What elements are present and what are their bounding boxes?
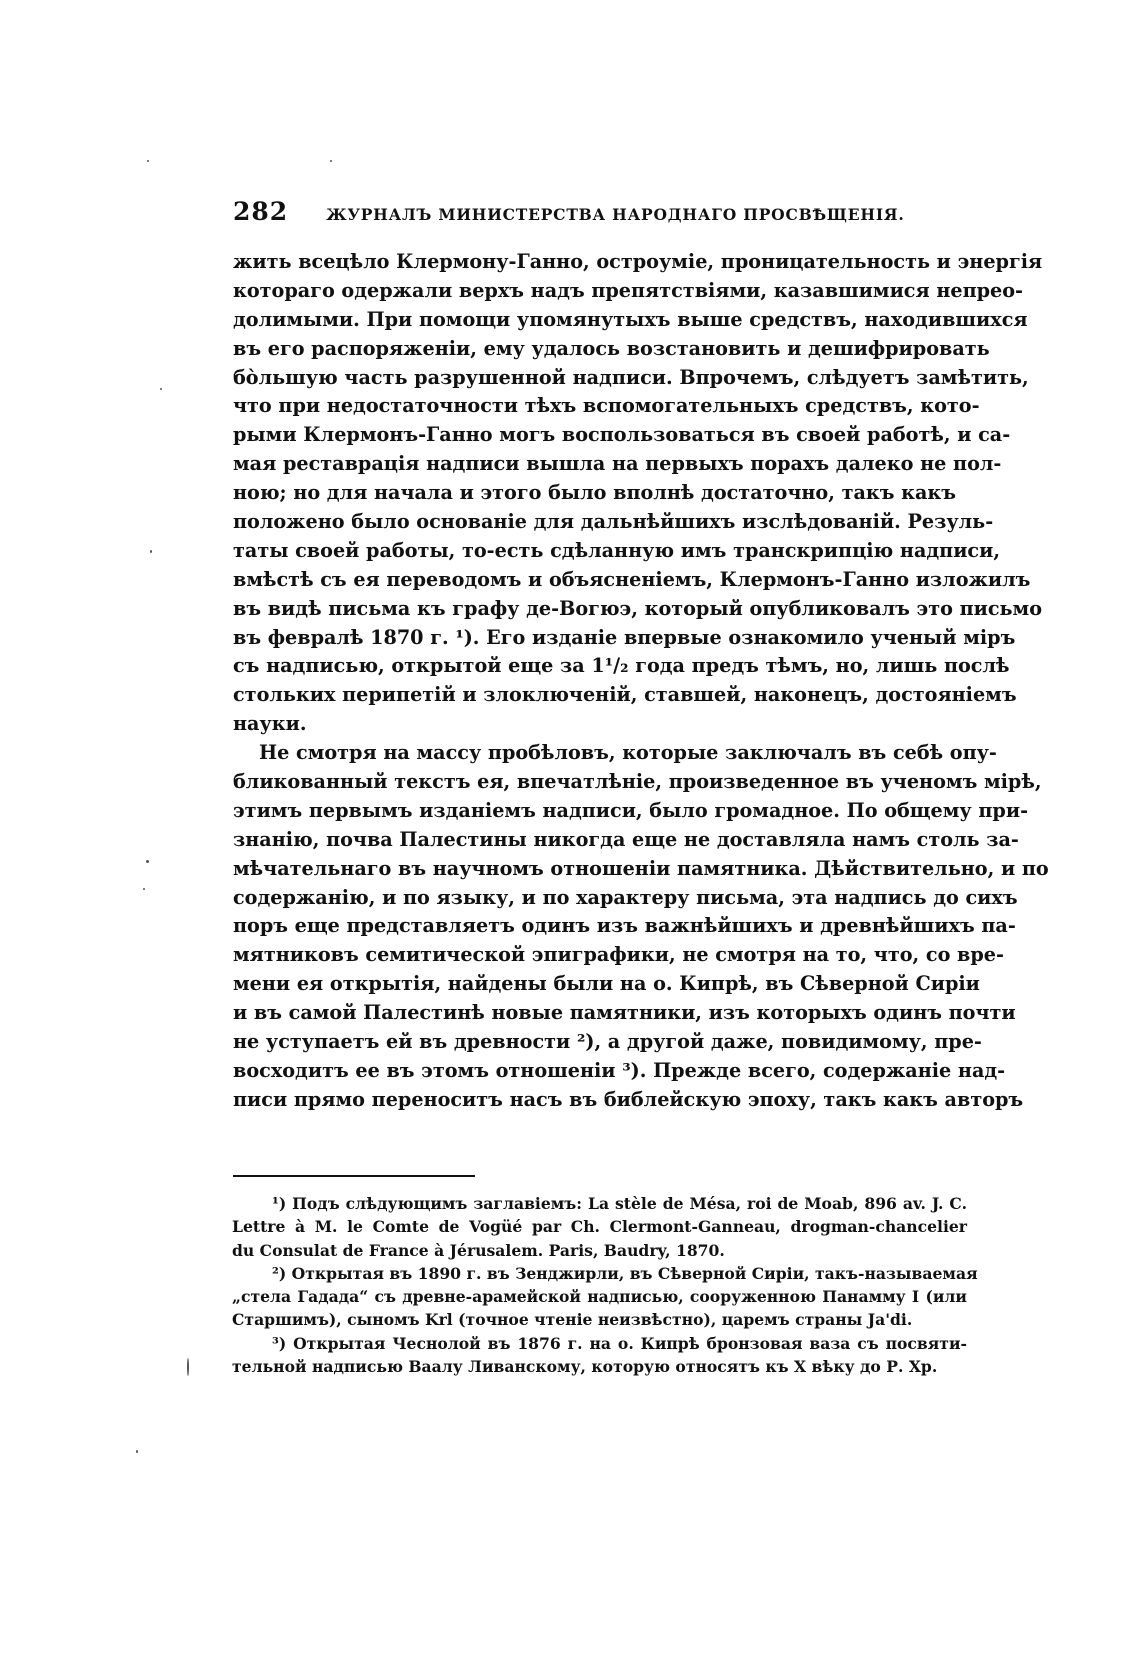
scan-speck	[150, 550, 152, 553]
text-line: вмѣстѣ съ ея переводомъ и объясненіемъ, Клермонъ-Ганно изложилъ	[233, 567, 1031, 591]
footnote-line: ³) Открытая Чеснолой въ 1876 г. на о. Кипрѣ бронзовая ваза съ посвяти-	[272, 1333, 967, 1353]
footnote-line: Lettre à M. le Comte de Vogüé par Ch. Clermont-Ganneau, drogman-chancelier	[232, 1217, 967, 1237]
footnote-line: ¹) Подъ слѣдующимъ заглавіемъ: La stèle de Mésa, roi de Moab, 896 av. J. C.	[272, 1194, 967, 1213]
text-line: не уступаетъ ей въ древности ²), а другой даже, повидимому, пре-	[233, 1030, 982, 1054]
text-line: бликованный текстъ ея, впечатлѣніе, произведенное въ ученомъ мірѣ,	[233, 770, 1042, 794]
running-head	[233, 197, 905, 226]
text-line: съ надписью, открытой еще за 1¹/₂ года предъ тѣмъ, но, лишь послѣ	[233, 654, 1010, 678]
text-line: мятниковъ семитической эпиграфики, не смотря на то, что, со вре-	[233, 943, 1004, 967]
scan-speck	[143, 888, 145, 890]
scan-speck	[136, 1450, 138, 1453]
text-line: и въ самой Палестинѣ новые памятники, изъ которыхъ одинъ почти	[233, 1001, 1016, 1025]
text-line: рыми Клермонъ-Ганно могъ воспользоваться въ своей работѣ, и са-	[233, 423, 1011, 447]
footnote-line: „стела Гадада“ съ древне-арамейской надписью, сооруженною Панамму I (или	[232, 1287, 967, 1307]
text-line: поръ еще представляетъ одинъ изъ важнѣйшихъ и древнѣйшихъ па-	[233, 914, 1016, 938]
text-line: восходитъ ее въ этомъ отношеніи ³). Прежде всего, содержаніе над-	[233, 1058, 1006, 1082]
footnote-rule	[233, 1175, 475, 1177]
text-line: мая реставрація надписи вышла на первыхъ порахъ далеко не пол-	[233, 452, 1002, 476]
scan-speck	[160, 388, 162, 390]
text-line: въ февралѣ 1870 г. ¹). Его изданіе впервые ознакомило ученый міръ	[233, 625, 1016, 649]
text-line: знанію, почва Палестины никогда еще не доставляла намъ столь за-	[233, 827, 1019, 851]
footnote-line: тельной надписью Ваалу Ливанскому, которую относятъ къ X вѣку до Р. Хр.	[232, 1357, 938, 1377]
text-line: долимыми. При помощи упомянутыхъ выше средствъ, находившихся	[233, 307, 1028, 331]
text-line: писи прямо переноситъ насъ въ библейскую эпоху, такъ какъ авторъ	[233, 1087, 1024, 1111]
text-line: ною; но для начала и этого было вполнѣ достаточно, такъ какъ	[233, 481, 957, 505]
text-line: мени ея открытія, найдены были на о. Кипрѣ, въ Сѣверной Сиріи	[233, 972, 980, 996]
scan-speck	[187, 1358, 189, 1376]
journal-title: ЖУРНАЛЪ МИНИСТЕРСТВА НАРОДНАГО ПРОСВѢЩЕНІЯ.	[326, 205, 905, 224]
footnote-line: du Consulat de France à Jérusalem. Paris, Baudry, 1870.	[232, 1240, 725, 1260]
text-line: въ видѣ письма къ графу де-Вогюэ, который опубликовалъ это письмо	[233, 596, 1043, 620]
footnote-line: ²) Открытая въ 1890 г. въ Зенджирли, въ Сѣверной Сиріи, такъ-называемая	[272, 1263, 978, 1283]
text-line: жить всецѣло Клермону-Ганно, остроумiе, проницательность и энергія	[233, 250, 1043, 273]
text-line: таты своей работы, то-есть сдѣланную имъ транскрипцію надписи,	[233, 538, 1001, 562]
scan-speck	[330, 160, 332, 162]
footnotes	[232, 1192, 978, 1378]
body-text	[233, 248, 1049, 1115]
text-line: содержанію, и по языку, и по характеру письма, эта надпись до сихъ	[233, 885, 1018, 909]
text-line: бо̀льшую часть разрушенной надписи. Впрочемъ, слѣдуетъ замѣтить,	[233, 365, 1029, 389]
text-line: мѣчательнаго въ научномъ отношеніи памятника. Дѣйствительно, и по	[233, 856, 1049, 880]
text-line: науки.	[233, 712, 307, 736]
text-line: котораго одержали верхъ надъ препятствіями, казавшимися непрео-	[233, 278, 1024, 302]
page-number: 282	[233, 197, 289, 226]
text-line: положено было основаніе для дальнѣйшихъ изслѣдованій. Резуль-	[233, 510, 994, 534]
text-line: стольких перипетій и злоключеній, ставшей, наконецъ, достояніемъ	[233, 683, 1017, 707]
footnote-line: Старшимъ), сыномъ Krl (точное чтеніе неизвѣстно), царемъ страны Ja'di.	[232, 1310, 913, 1330]
text-line: что при недостаточности тѣхъ вспомогательныхъ средствъ, кото-	[233, 394, 980, 418]
scan-speck	[147, 160, 149, 162]
text-line: этимъ первымъ изданіемъ надписи, было громадное. По общему при-	[233, 798, 1029, 822]
scan-speck	[146, 860, 149, 863]
text-line: въ его распоряженіи, ему удалось возстановить и дешифрировать	[233, 336, 990, 360]
text-line: Не смотря на массу пробѣловъ, которые заключалъ въ себѣ опу-	[259, 741, 997, 765]
